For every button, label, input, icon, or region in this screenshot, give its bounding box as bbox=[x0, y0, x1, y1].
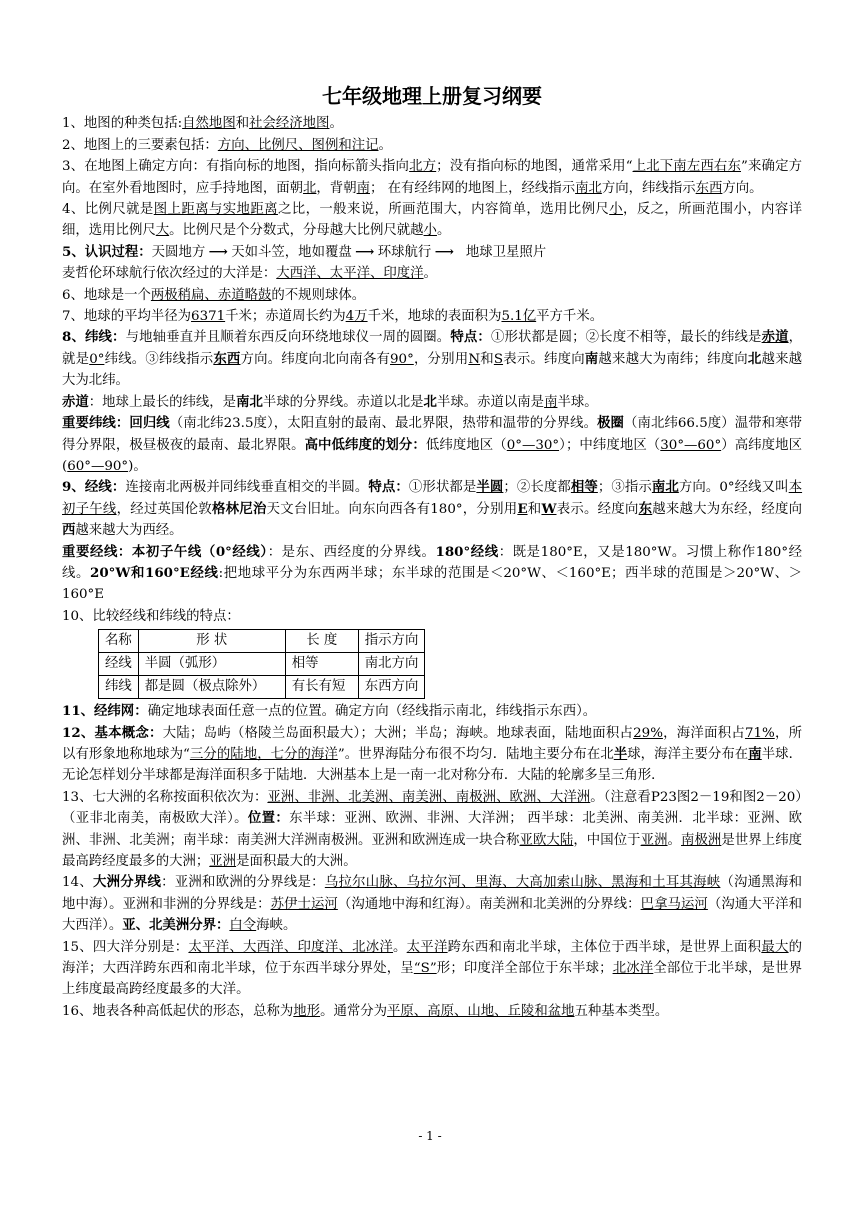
item-3: 3、在地图上确定方向：有指向标的地图，指向标箭头指向北方；没有指向标的地图，通常采用“上北下南左西右东”来确定方向。在室外看地图时，应手持地图，面朝北，背朝南； 在有经纬网的地图上，经线指示南北方向，纬线指示东西方向。 bbox=[62, 159, 802, 196]
table-header: 名称 bbox=[99, 630, 139, 653]
table-cell: 半圆（弧形） bbox=[138, 653, 285, 676]
item-5: 5、认识过程：天圆地方 ⟶ 天如斗笠，地如覆盘 ⟶ 环球航行 ⟶ 地球卫星照片 bbox=[62, 242, 802, 263]
item-10: 10、比较经线和纬线的特点： bbox=[62, 608, 240, 624]
arrow-icon: ⟶ bbox=[208, 243, 228, 260]
item-16: 16、地表各种高低起伏的形态，总称为地形。通常分为平原、高原、山地、丘陵和盆地五种基本类型。 bbox=[62, 1003, 669, 1019]
comparison-table bbox=[98, 629, 425, 699]
item-11: 11、经纬网：确定地球表面任意一点的位置。确定方向（经线指示南北，纬线指示东西）。 bbox=[62, 703, 597, 720]
item-1: 1、地图的种类包括:自然地图和社会经济地图。 bbox=[62, 116, 343, 132]
table-header: 长 度 bbox=[285, 630, 358, 653]
page-title: 七年级地理上册复习纲要 bbox=[322, 84, 542, 108]
table-cell: 有长有短 bbox=[285, 676, 358, 699]
item-4: 4、比例尺就是图上距离与实地距离之比，一般来说，所画范围大，内容简单，选用比例尺小，反之，所画范围小，内容详细，选用比例尺大。比例尺是个分数式，分母越大比例尺就越小。 bbox=[62, 202, 803, 239]
table-cell: 南北方向 bbox=[358, 653, 425, 676]
page-number: - 1 - bbox=[418, 1129, 442, 1143]
item-9: 9、经线：连接南北两极并同纬线垂直相交的半圆。特点：①形状都是半圆；②长度都相等；③指示南北方向。0°经线又叫本初子午线，经过英国伦敦格林尼治天文台旧址。向东向西各有180°，分别用E和W表示。经度向东越来越大为东经，经度向西越来越大为西经。 bbox=[62, 479, 803, 539]
item-13: 13、七大洲的名称按面积依次为：亚洲、非洲、北美洲、南美洲、南极洲、欧洲、大洋洲。（注意看P23图2－19和图2－20）（亚非北南美，南极欧大洋）。位置：东半球：亚洲、欧洲、非洲、大洋洲； 西半球：北美洲、南美洲．北半球：亚洲、欧洲、非洲、北美洲；南半球：南美洲大洋洲南极洲。亚洲和欧洲连成一块合称亚欧大陆，中国位于亚洲。南极洲是世界上纬度最高跨经度最多的大洲；亚洲是面积最大的大洲。 bbox=[62, 789, 803, 869]
item-7: 7、地球的平均半径为6371千米；赤道周长约为4万千米，地球的表面积为5.1亿平方千米。 bbox=[62, 309, 604, 325]
latitude-paragraph: 重要纬线：回归线（南北纬23.5度），太阳直射的最南、最北界限，热带和温带的分界线。极圈（南北纬66.5度）温带和寒带得分界限，极昼极夜的最南、最北界限。高中低纬度的划分：低纬度地区（0°—30°）；中纬度地区（30°—60°）高纬度地区(60°—90°)。 bbox=[62, 415, 802, 474]
table-row bbox=[99, 676, 425, 699]
longitude-paragraph: 重要经线：本初子午线（0°经线）：是东、西经度的分界线。180°经线：既是180°E，又是180°W。习惯上称作180°经线。20°W和160°E经线:把地球平分为东西两半球；东半球的范围是＜20°W、＜160°E；西半球的范围是＞20°W、＞160°E bbox=[62, 543, 802, 603]
table-header-row bbox=[99, 630, 425, 653]
item-5-line2: 麦哲伦环球航行依次经过的大洋是：大西洋、太平洋、印度洋。 bbox=[62, 266, 437, 282]
arrow-icon: ⟶ bbox=[434, 243, 454, 260]
item-15: 15、四大洋分别是：太平洋、大西洋、印度洋、北冰洋。太平洋跨东西和南北半球，主体位于西半球，是世界上面积最大的海洋；大西洋跨东西和南北半球，位于东西半球分界处，呈“S”形；印度洋全部位于东半球；北冰洋全部位于北半球，是世界上纬度最高跨经度最多的大洋。 bbox=[62, 939, 803, 998]
table-row bbox=[99, 653, 425, 676]
table-cell: 经线 bbox=[99, 653, 139, 676]
table-cell: 相等 bbox=[285, 653, 358, 676]
item-2: 2、地图上的三要素包括：方向、比例尺、图例和注记。 bbox=[62, 137, 392, 153]
table-cell: 东西方向 bbox=[358, 676, 425, 699]
table-header: 形 状 bbox=[138, 630, 285, 653]
equator-paragraph: 赤道：地球上最长的纬线，是南北半球的分界线。赤道以北是北半球。赤道以南是南半球。 bbox=[62, 393, 598, 410]
item-14: 14、大洲分界线：亚洲和欧洲的分界线是：乌拉尔山脉、乌拉尔河、里海、大高加索山脉、黑海和土耳其海峡（沟通黑海和地中海）。亚洲和非洲的分界线是：苏伊士运河（沟通地中海和红海）。南美洲和北美洲的分界线：巴拿马运河（沟通大平洋和大西洋）。亚、北美洲分界：白令海峡。 bbox=[62, 874, 803, 934]
arrow-icon: ⟶ bbox=[355, 243, 375, 260]
table-header: 指示方向 bbox=[358, 630, 425, 653]
table-cell: 纬线 bbox=[99, 676, 139, 699]
document-body bbox=[62, 86, 802, 1022]
item-12: 12、基本概念：大陆；岛屿（格陵兰岛面积最大）；大洲；半岛；海峡。地球表面，陆地面积占29%，海洋面积占71%，所以有形象地称地球为“三分的陆地，七分的海洋”。世界海陆分布很不均匀．陆地主要分布在北半球，海洋主要分布在南半球．无论怎样划分半球都是海洋面积多于陆地．大洲基本上是一南一北对称分布．大陆的轮廓多呈三角形． bbox=[62, 724, 803, 784]
table-cell: 都是圆（极点除外） bbox=[138, 676, 285, 699]
item-8: 8、纬线：与地轴垂直并且顺着东西反向环绕地球仪一周的圆圈。特点：①形状都是圆；②长度不相等，最长的纬线是赤道，就是0°纬线。③纬线指示东西方向。纬度向北向南各有90°，分别用N和S表示。纬度向南越来越大为南纬；纬度向北越来越大为北纬。 bbox=[62, 329, 803, 389]
item-6: 6、地球是一个两极稍扁、赤道略鼓的不规则球体。 bbox=[62, 287, 366, 303]
